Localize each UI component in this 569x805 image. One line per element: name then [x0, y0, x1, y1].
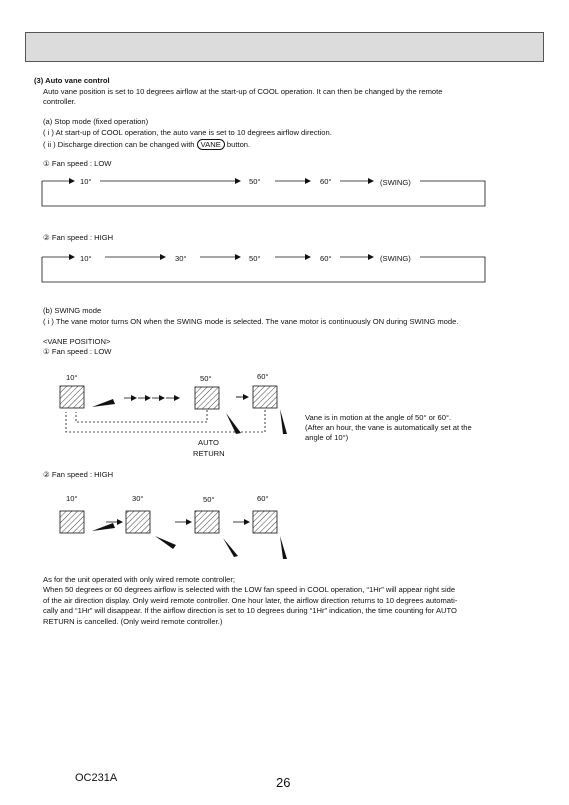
- stop-low-pos-swing: (SWING): [380, 178, 411, 187]
- swing-high-label: ② Fan speed : HIGH: [43, 470, 114, 479]
- swing-high-vanes: [60, 511, 287, 559]
- swing-high-pos-30: 30°: [132, 494, 144, 503]
- stop-low-pos-10: 10°: [80, 177, 92, 186]
- auto-return-line-1: AUTO: [198, 438, 219, 447]
- swing-high-pos-50: 50°: [203, 495, 215, 504]
- swing-low-pos-50: 50°: [200, 374, 212, 383]
- footer-note-2: When 50 degrees or 60 degrees airflow is selected with the LOW fan speed in COOL operation, “1Hr” will appear right side: [43, 585, 456, 594]
- vane-position-label: <VANE POSITION>: [43, 337, 111, 346]
- footer-note-1: As for the unit operated with only wired remote controller;: [43, 575, 236, 584]
- swing-note-1: Vane is in motion at the angle of 50° or 60°.: [305, 413, 452, 422]
- stop-high-pos-50: 50°: [249, 254, 261, 263]
- stop-mode-item-2-text: ( ii ) Discharge direction can be changed with: [43, 140, 195, 149]
- footer-note-5: RETURN is cancelled. (Only weird remote controller.): [43, 617, 223, 626]
- auto-return-line-2: RETURN: [193, 449, 225, 458]
- stop-high-pos-30: 30°: [175, 254, 187, 263]
- swing-high-pos-60: 60°: [257, 494, 269, 503]
- stop-high-flow: [42, 257, 485, 282]
- stop-low-pos-60: 60°: [320, 177, 332, 186]
- swing-high-pos-10: 10°: [66, 494, 78, 503]
- swing-note-3: angle of 10°): [305, 433, 349, 442]
- swing-mode-heading: (b) SWING mode: [43, 306, 102, 315]
- footer-note-4: cally and “1Hr” will disappear. If the airflow direction is set to 10 degrees during “1Hr” indication, the time counting for AUTO: [43, 606, 457, 615]
- stop-low-pos-50: 50°: [249, 177, 261, 186]
- swing-low-label: ① Fan speed : LOW: [43, 347, 112, 356]
- footer-note-3: of the air direction display. Only weird remote controller. One hour later, the airflow direction returns to 10 degrees automati-: [43, 596, 458, 605]
- stop-mode-heading: (a) Stop mode (fixed operation): [43, 117, 149, 126]
- model-code: OC231A: [75, 772, 118, 784]
- stop-high-label: ② Fan speed : HIGH: [43, 233, 114, 242]
- stop-mode-item-1: ( i ) At start-up of COOL operation, the auto vane is set to 10 degrees airflow direction.: [43, 128, 332, 137]
- intro-line-2: controller.: [43, 97, 76, 106]
- swing-low-pos-10: 10°: [66, 373, 78, 382]
- intro-line-1: Auto vane position is set to 10 degrees airflow at the start-up of COOL operation. It can then be changed by the remote: [43, 87, 443, 96]
- stop-low-label: ① Fan speed : LOW: [43, 159, 112, 168]
- stop-mode-item-2-end: button.: [226, 140, 251, 149]
- vane-button: VANE: [197, 139, 225, 150]
- page-number: 26: [276, 775, 291, 790]
- swing-low-pos-60: 60°: [257, 372, 269, 381]
- swing-note-2: (After an hour, the vane is automatically set at the: [305, 423, 472, 432]
- swing-mode-item-1: ( i ) The vane motor turns ON when the SWING mode is selected. The vane motor is continuously ON during SWING mode.: [43, 317, 459, 326]
- stop-low-flow: [42, 181, 485, 206]
- stop-high-pos-10: 10°: [80, 254, 92, 263]
- stop-high-pos-60: 60°: [320, 254, 332, 263]
- section-title: (3) Auto vane control: [34, 76, 110, 85]
- swing-low-vanes: [60, 386, 287, 434]
- stop-high-pos-swing: (SWING): [380, 254, 411, 263]
